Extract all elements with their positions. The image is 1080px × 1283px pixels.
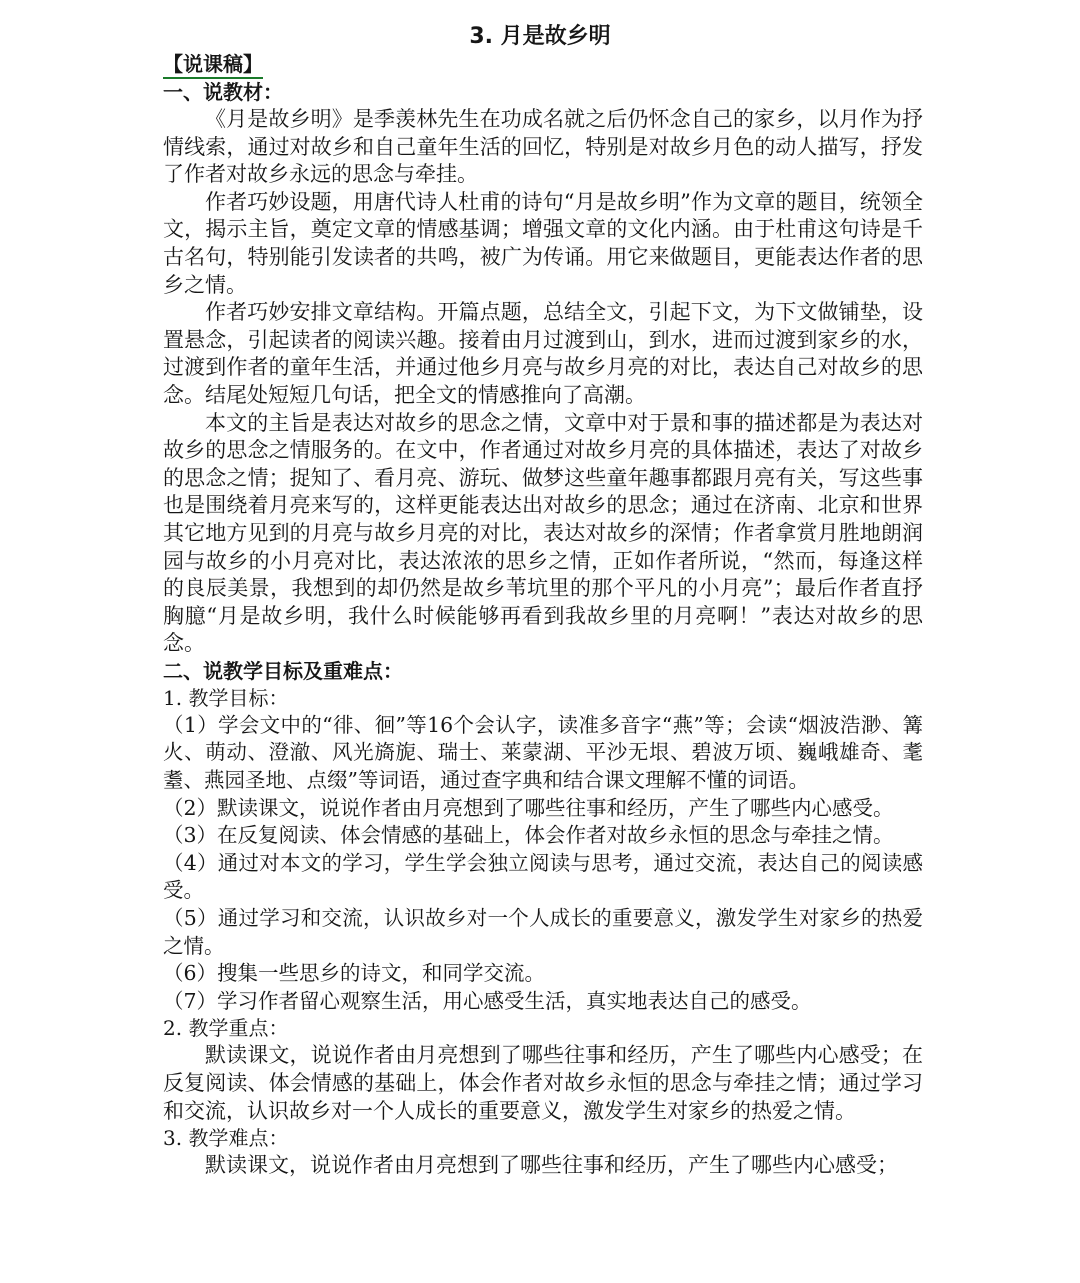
document-title: 3. 月是故乡明 [469, 24, 611, 49]
goal-item: （6）搜集一些思乡的诗文，和同学交流。 [163, 961, 546, 986]
goal-item: （2）默读课文，说说作者由月亮想到了哪些往事和经历，产生了哪些内心感受。 [163, 795, 894, 820]
section1-heading: 一、说教材： [163, 80, 283, 104]
goal-item: （3）在反复阅读、体会情感的基础上，体会作者对故乡永恒的思念与牵挂之情。 [163, 823, 894, 848]
paragraph: 作者巧妙安排文章结构。开篇点题，总结全文，引起下文，为下文做铺垫，设置悬念，引起读者的阅读兴趣。接着由月过渡到山，到水，进而过渡到家乡的水，过渡到作者的童年生活，并通过他乡月亮与故乡月亮的对比，表达自己对故乡的思念。结尾处短短几句话，把全文的情感推向了高潮。 [163, 300, 923, 407]
section-tag: 【说课稿】 [163, 52, 263, 79]
document-body [163, 52, 923, 1180]
difficult-points-label: 3. 教学难点： [163, 1126, 289, 1151]
goals-label: 1. 教学目标： [163, 685, 289, 710]
watermark [680, 1272, 920, 1280]
key-points-label: 2. 教学重点： [163, 1016, 289, 1041]
paragraph: 作者巧妙设题，用唐代诗人杜甫的诗句“月是故乡明”作为文章的题目，统领全文，揭示主旨，奠定文章的情感基调；增强文章的文化内涵。由于杜甫这句诗是千古名句，特别能引发读者的共鸣，被广为传诵。用它来做题目，更能表达作者的思乡之情。 [163, 189, 923, 297]
goal-item: （7）学习作者留心观察生活，用心感受生活，真实地表达自己的感受。 [163, 988, 812, 1013]
goal-item: （5）通过学习和交流，认识故乡对一个人成长的重要意义，激发学生对家乡的热爱之情。 [163, 906, 923, 958]
section2-heading: 二、说教学目标及重难点： [163, 658, 403, 683]
paragraph: 本文的主旨是表达对故乡的思念之情，文章中对于景和事的描述都是为表达对故乡的思念之情服务的。在文中，作者通过对故乡月亮的具体描述，表达了对故乡的思念之情；捉知了、看月亮、游玩、做梦这些童年趣事都跟月亮有关，写这些事也是围绕着月亮来写的，这样更能表达出对故乡的思念；通过在济南、北京和世界其它地方见到的月亮与故乡月亮的对比，表达对故乡的深情；作者拿赏月胜地朗润园与故乡的小月亮对比，表达浓浓的思乡之情，正如作者所说，“然而，每逢这样的良辰美景，我想到的却仍然是故乡苇坑里的那个平凡的小月亮”；最后作者直抒胸臆“月是故乡明，我什么时候能够再看到我故乡里的月亮啊！”表达对故乡的思念。 [163, 410, 923, 656]
goal-item: （1）学会文中的“徘、徊”等16个会认字，读准多音字“燕”等；会读“烟波浩渺、篝火、萌动、澄澈、风光旖旎、瑞士、莱蒙湖、平沙无垠、碧波万顷、巍峨雄奇、耄耋、燕园圣地、点缀”等词语，通过查字典和结合课文理解不懂的词语。 [163, 712, 923, 793]
difficult-points-text: 默读课文，说说作者由月亮想到了哪些往事和经历，产生了哪些内心感受； [205, 1153, 898, 1178]
paragraph: 《月是故乡明》是季羡林先生在功成名就之后仍怀念自己的家乡，以月作为抒情线索，通过对故乡和自己童年生活的回忆，特别是对故乡月色的动人描写，抒发了作者对故乡永远的思念与牵挂。 [163, 107, 923, 187]
goal-item: （4）通过对本文的学习，学生学会独立阅读与思考，通过交流，表达自己的阅读感受。 [163, 850, 923, 903]
key-points-text: 默读课文，说说作者由月亮想到了哪些往事和经历，产生了哪些内心感受；在反复阅读、体会情感的基础上，体会作者对故乡永恒的思念与牵挂之情；通过学习和交流，认识故乡对一个人成长的重要意义，激发学生对家乡的热爱之情。 [163, 1043, 923, 1123]
